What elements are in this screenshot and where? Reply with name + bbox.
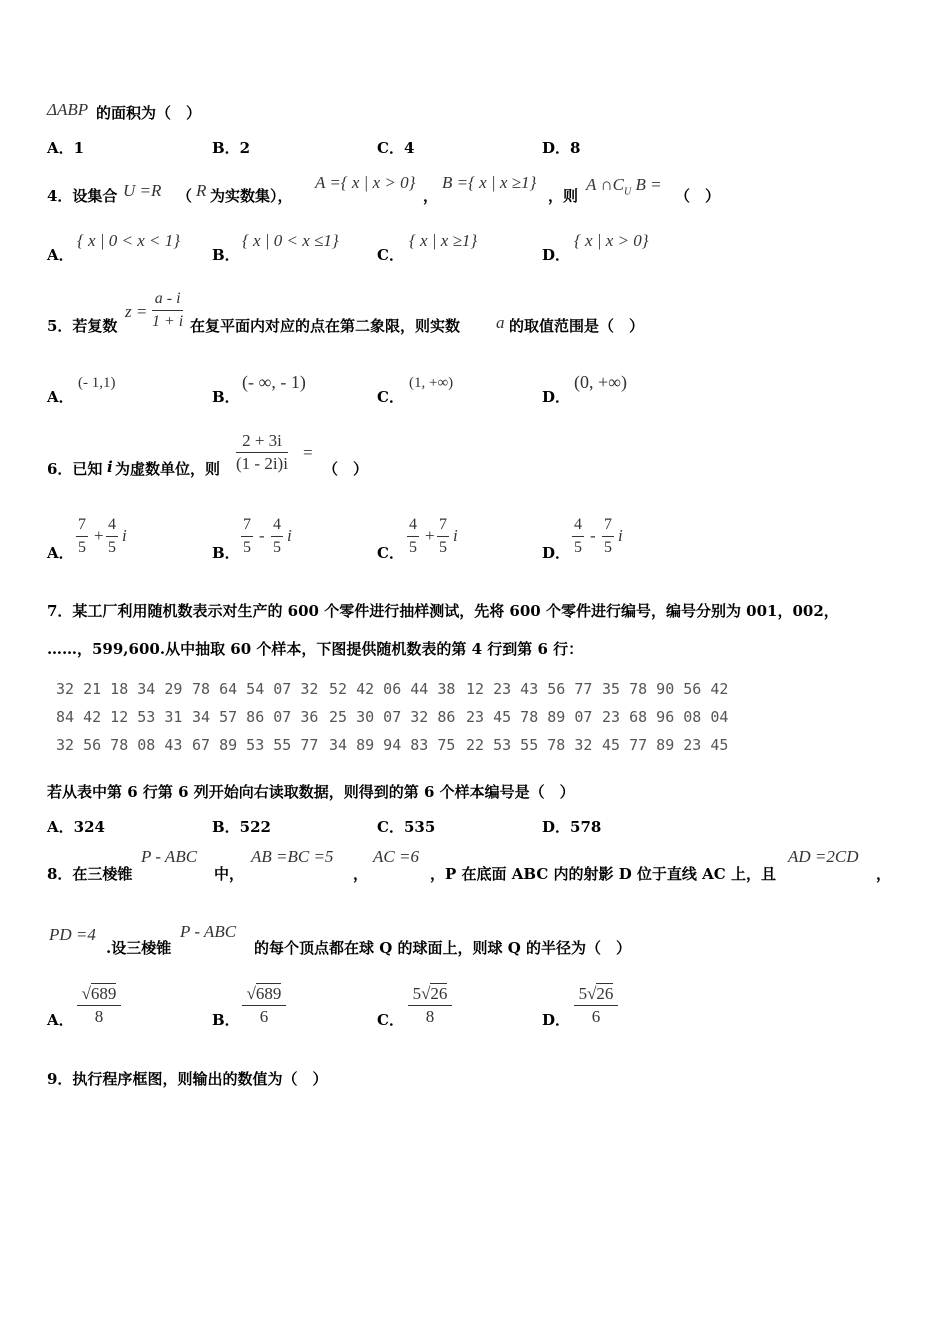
q4-complement-tail: B = (631, 175, 662, 194)
q5-option-d: (0, +∞) (574, 372, 627, 392)
q6-fraction-numerator: 2 + 3i (236, 430, 288, 453)
q6-stem-1: 6．已知 (47, 460, 103, 478)
q6-d-op: - (590, 526, 596, 545)
q6-d-den2: 5 (604, 539, 612, 556)
q6-d-i: i (618, 526, 623, 545)
q7-option-d: D．578 (542, 818, 602, 836)
q4-set-a: A ={ x | x > 0} (315, 173, 416, 192)
q8-option-c (408, 983, 452, 1028)
rnd-r1-c3: 52 42 06 44 38 (329, 680, 456, 698)
rnd-r3-c4: 22 53 55 78 32 (466, 736, 593, 754)
q8-math-pd: PD =4 (49, 925, 96, 944)
q8-c-radicand: 26 (430, 984, 448, 1003)
q4-math-u: U =R (123, 181, 162, 200)
q8-d-radicand: 26 (596, 984, 614, 1003)
q4-option-a-label: A． (47, 246, 74, 264)
q5-option-c-label: C． (377, 388, 404, 406)
q8-stem-2: 中， (214, 865, 245, 883)
q5-option-b: (- ∞, - 1) (242, 372, 306, 392)
prev-option-b: B．2 (212, 139, 251, 157)
q8-option-b (242, 983, 286, 1028)
rnd-r3-c3: 34 89 94 83 75 (329, 736, 456, 754)
q6-option-c-label: C． (377, 544, 404, 562)
q8-stem-3: ， (353, 865, 369, 883)
q5-math-a: a (496, 313, 505, 332)
q6-c-num2: 7 (437, 514, 449, 537)
q6-b-num1: 7 (241, 514, 253, 537)
q7-option-a: A．324 (47, 818, 105, 836)
q4-stem-6: （ ） (675, 187, 721, 205)
rnd-r3-c1: 32 56 78 08 43 (56, 736, 183, 754)
rnd-r2-c4: 23 45 78 89 07 (466, 708, 593, 726)
q4-option-b: { x | 0 < x ≤1} (242, 231, 339, 250)
sqrt-icon: √ (246, 984, 256, 1003)
rnd-r3-c5: 45 77 89 23 45 (602, 736, 729, 754)
rnd-r1-c4: 12 23 43 56 77 (466, 680, 593, 698)
rnd-r2-c3: 25 30 07 32 86 (329, 708, 456, 726)
q8-c-den: 8 (425, 1007, 435, 1026)
q6-a-den2: 5 (108, 539, 116, 556)
q6-a-op: + (94, 526, 104, 545)
prev-option-c: C．4 (377, 139, 415, 157)
q4-option-d: { x | x > 0} (574, 231, 649, 250)
q4-math-r: R (196, 181, 207, 200)
q8-option-a (77, 983, 121, 1028)
q4-complement-expr (586, 175, 662, 197)
question-9: 9．执行程序框图，则输出的数值为（ ） (47, 1070, 328, 1088)
q8-option-b-label: B． (212, 1011, 240, 1029)
q5-stem-3: 的取值范围是（ ） (509, 317, 645, 335)
q8-b-radicand: 689 (255, 984, 282, 1003)
q4-option-a: { x | 0 < x < 1} (77, 231, 181, 250)
q8-a-radicand: 689 (90, 984, 117, 1003)
q6-c-op: + (425, 526, 435, 545)
q6-option-d-label: D． (542, 544, 571, 562)
q8-c-coef: 5 (412, 984, 422, 1003)
q4-stem-4: ， (423, 187, 439, 205)
q8-option-d-label: D． (542, 1011, 571, 1029)
q6-a-i: i (122, 526, 127, 545)
rnd-r3-c2: 67 89 53 55 77 (192, 736, 319, 754)
rnd-r2-c5: 23 68 96 08 04 (602, 708, 729, 726)
q5-fraction-numerator: a - i (152, 288, 183, 311)
q8-option-a-label: A． (47, 1011, 74, 1029)
q6-d-num2: 7 (602, 514, 614, 537)
q5-option-d-label: D． (542, 388, 571, 406)
q6-b-den1: 5 (243, 539, 251, 556)
q8-stem-1: 8．在三棱锥 (47, 865, 133, 883)
q8-math-ab-bc: AB =BC =5 (251, 847, 334, 866)
q5-fraction (152, 288, 183, 333)
q5-math-z: z = (125, 302, 148, 321)
q6-b-den2: 5 (273, 539, 281, 556)
q6-c-den1: 5 (409, 539, 417, 556)
q8-stem-6: .设三棱锥 (106, 939, 172, 957)
q7-option-b: B．522 (212, 818, 271, 836)
q5-fraction-denominator: 1 + i (152, 313, 184, 330)
q6-b-op: - (259, 526, 265, 545)
q6-fraction (236, 430, 288, 475)
q8-math-pabc: P - ABC (141, 847, 198, 866)
q4-complement-sub: U (623, 186, 632, 198)
q5-stem-2: 在复平面内对应的点在第二象限，则实数 (190, 317, 461, 335)
rnd-r2-c2: 34 57 86 07 36 (192, 708, 319, 726)
q4-stem-3: 为实数集）， (210, 187, 293, 205)
rnd-r1-c1: 32 21 18 34 29 (56, 680, 183, 698)
q8-stem-7: 的每个顶点都在球 Q 的球面上，则球 Q 的半径为（ ） (254, 939, 632, 957)
q6-fraction-denominator: (1 - 2i)i (236, 454, 288, 473)
q5-option-b-label: B． (212, 388, 240, 406)
prev-option-d: D．8 (542, 139, 581, 157)
q8-d-den: 6 (591, 1007, 601, 1026)
q6-stem-3: （ ） (323, 460, 369, 478)
q4-stem-5: ，则 (548, 187, 579, 205)
sqrt-icon: √ (587, 984, 597, 1003)
rnd-r2-c1: 84 42 12 53 31 (56, 708, 183, 726)
q6-d-num1: 4 (572, 514, 584, 537)
q8-d-coef: 5 (578, 984, 588, 1003)
q6-equals: = (303, 443, 313, 462)
q6-a-num1: 7 (76, 514, 88, 537)
q8-math-ac: AC =6 (373, 847, 419, 866)
q8-b-den: 6 (259, 1007, 269, 1026)
q8-math-ad: AD =2CD (788, 847, 859, 866)
q6-b-num2: 4 (271, 514, 283, 537)
rnd-r1-c2: 78 64 54 07 32 (192, 680, 319, 698)
q4-option-c-label: C． (377, 246, 404, 264)
q8-option-c-label: C． (377, 1011, 404, 1029)
q6-option-a-label: A． (47, 544, 74, 562)
q4-option-b-label: B． (212, 246, 240, 264)
q8-option-d (574, 983, 618, 1028)
sqrt-icon: √ (81, 984, 91, 1003)
triangle-abp-math: ΔABP (47, 100, 89, 119)
q6-stem-2: 为虚数单位，则 (115, 460, 221, 478)
q4-option-d-label: D． (542, 246, 571, 264)
q8-a-den: 8 (94, 1007, 104, 1026)
q4-option-c: { x | x ≥1} (409, 231, 478, 250)
q6-option-b-label: B． (212, 544, 240, 562)
q4-stem-2: （ (177, 187, 193, 205)
q6-c-num1: 4 (407, 514, 419, 537)
rnd-r1-c5: 35 78 90 56 42 (602, 680, 729, 698)
q4-set-b: B ={ x | x ≥1} (442, 173, 537, 192)
q6-b-i: i (287, 526, 292, 545)
q8-stem-5: ， (876, 865, 892, 883)
q5-option-c: (1, +∞) (409, 375, 454, 391)
q4-complement-main: A ∩C (586, 175, 624, 194)
q7-option-c: C．535 (377, 818, 436, 836)
q6-c-i: i (453, 526, 458, 545)
q6-a-den1: 5 (78, 539, 86, 556)
q5-option-a-label: A． (47, 388, 74, 406)
prev-question-text: 的面积为（ ） (96, 104, 202, 122)
q8-math-pabc-2: P - ABC (180, 922, 237, 941)
q6-imag-unit: i (107, 458, 113, 476)
q8-stem-4: ，P 在底面 ABC 内的射影 D 位于直线 AC 上，且 (430, 865, 776, 883)
q6-d-den1: 5 (574, 539, 582, 556)
q5-stem-1: 5．若复数 (47, 317, 118, 335)
q7-stem-line-2: ……，599,600.从中抽取 60 个样本，下图提供随机数表的第 4 行到第 6 行： (47, 640, 584, 658)
q6-c-den2: 5 (439, 539, 447, 556)
q7-stem-line-3: 若从表中第 6 行第 6 列开始向右读取数据，则得到的第 6 个样本编号是（ ） (47, 783, 575, 801)
q7-stem-line-1: 7．某工厂利用随机数表示对生产的 600 个零件进行抽样测试，先将 600 个零件进行编号，编号分别为 001，002， (47, 602, 839, 620)
q6-a-num2: 4 (106, 514, 118, 537)
q4-stem-1: 4．设集合 (47, 187, 118, 205)
q5-option-a: (- 1,1) (78, 375, 116, 391)
sqrt-icon: √ (421, 984, 431, 1003)
prev-option-a: A．1 (47, 139, 85, 157)
